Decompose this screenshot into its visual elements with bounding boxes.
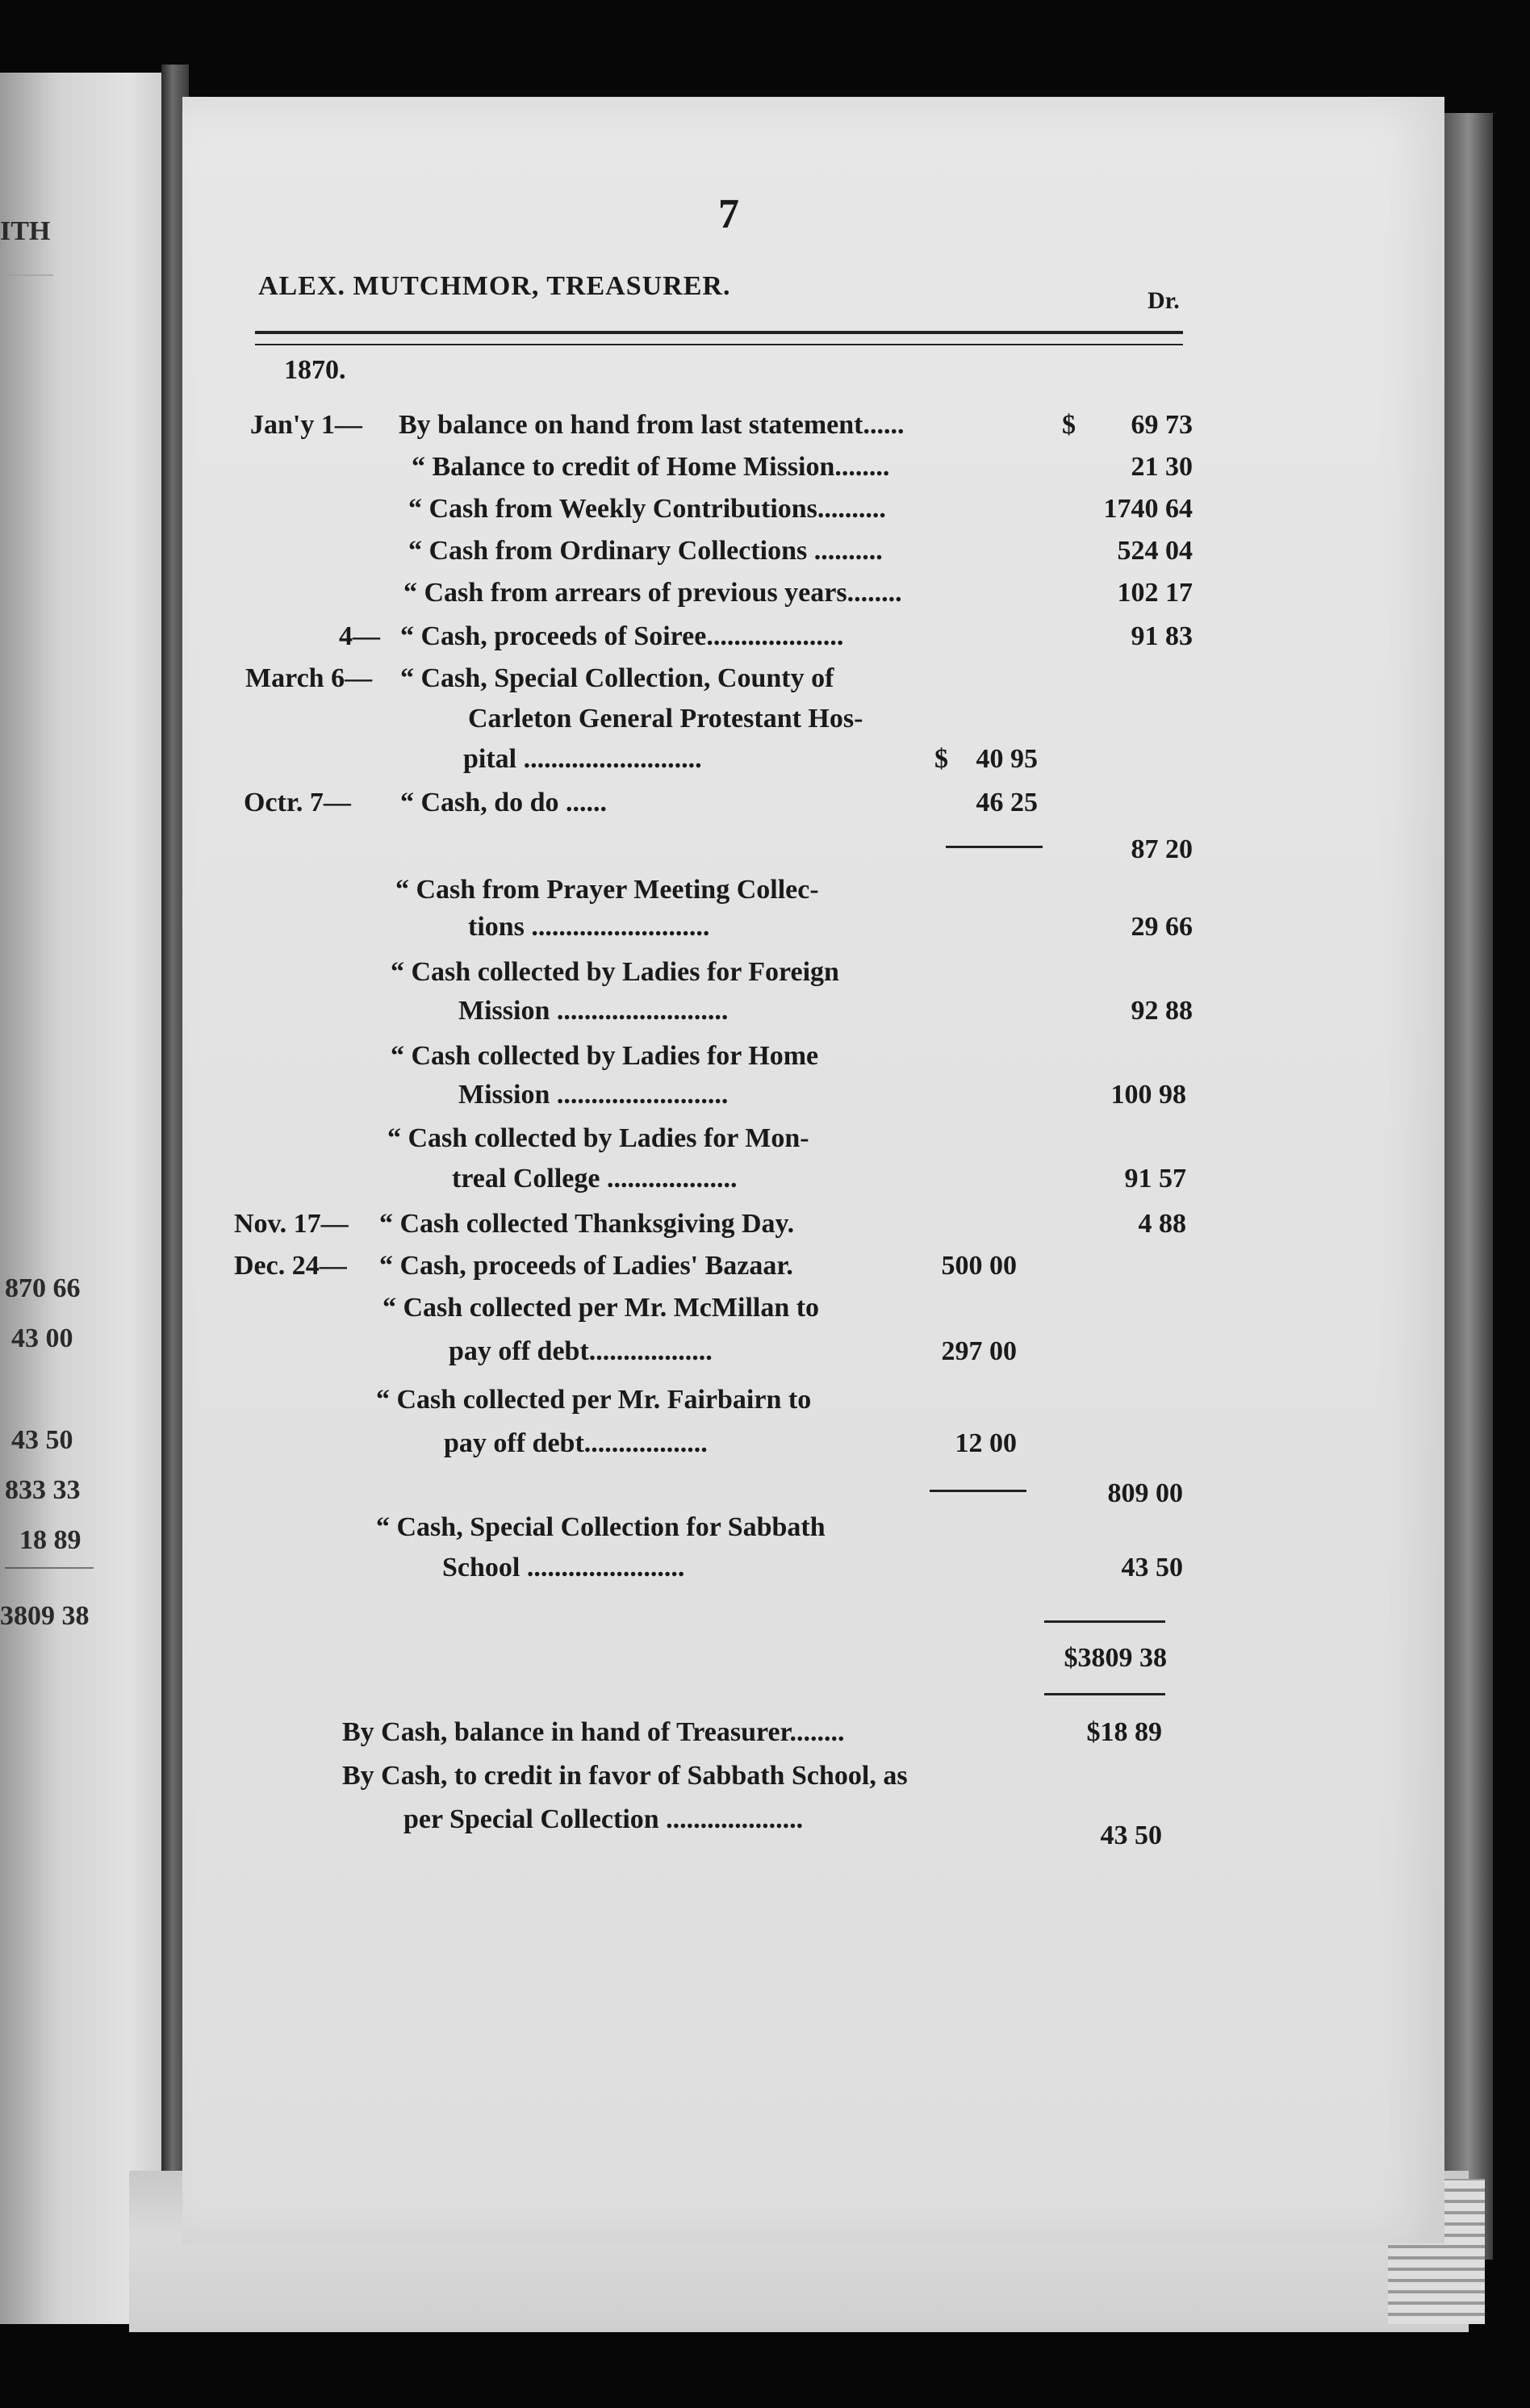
- entry-amount: 100 98: [1110, 1080, 1186, 1110]
- entry-description: tions ..........................: [468, 912, 710, 942]
- page-edge: [1444, 113, 1493, 2260]
- total-underline: [1044, 1693, 1165, 1695]
- entry-description: “ Cash collected per Mr. Fairbairn to: [376, 1385, 812, 1415]
- entry-description: “ Balance to credit of Home Mission........: [412, 452, 890, 482]
- entry-description: Carleton General Protestant Hos-: [468, 704, 863, 734]
- entry-description: “ Cash, proceeds of Ladies' Bazaar.: [379, 1251, 793, 1281]
- closing-line: By Cash, balance in hand of Treasurer........: [342, 1717, 845, 1747]
- entry-subamount: 297 00: [941, 1336, 1017, 1366]
- entry-description: “ Cash from Ordinary Collections ..........: [408, 536, 883, 566]
- entry-description: “ Cash from Prayer Meeting Collec-: [395, 875, 819, 905]
- entry-currency: $: [934, 744, 948, 774]
- entry-amount: 69 73: [1131, 410, 1193, 440]
- entry-amount: 21 30: [1131, 452, 1193, 482]
- header-rule: [255, 331, 1183, 334]
- page-number: 7: [718, 191, 739, 237]
- ledger-total: $3809 38: [1064, 1643, 1167, 1673]
- entry-description: pay off debt..................: [449, 1336, 713, 1366]
- entry-subamount: 500 00: [941, 1251, 1017, 1281]
- closing-line: per Special Collection ....................: [403, 1804, 804, 1834]
- left-page-amount: 3809 38: [0, 1601, 90, 1631]
- entry-amount: 29 66: [1131, 912, 1193, 942]
- entry-description: School .......................: [442, 1553, 685, 1582]
- entry-subamount: 12 00: [955, 1428, 1017, 1458]
- entry-description: treal College ...................: [452, 1164, 738, 1194]
- entry-amount: 87 20: [1131, 834, 1193, 864]
- entry-description: “ Cash from arrears of previous years........: [403, 578, 902, 608]
- entry-amount: 43 50: [1121, 1553, 1183, 1582]
- entry-amount: 92 88: [1131, 996, 1193, 1026]
- entry-description: “ Cash collected by Ladies for Foreign: [391, 957, 839, 987]
- entry-description: “ Cash collected by Ladies for Home: [391, 1041, 819, 1071]
- entry-subamount: 40 95: [976, 744, 1038, 774]
- entry-date: 4—: [339, 621, 380, 651]
- entry-description: “ Cash, proceeds of Soiree....................: [400, 621, 844, 651]
- entry-date: Octr. 7—: [244, 788, 351, 817]
- entry-description: “ Cash, Special Collection for Sabbath: [376, 1512, 826, 1542]
- left-page-amount: 833 33: [5, 1475, 81, 1505]
- entry-date: Jan'y 1—: [250, 410, 362, 440]
- subtotal-rule: [930, 1490, 1026, 1492]
- subtotal-rule: [946, 846, 1043, 848]
- entry-description: “ Cash collected by Ladies for Mon-: [387, 1123, 809, 1153]
- left-page-header-fragment: ITH: [0, 216, 51, 246]
- closing-amount: 43 50: [1100, 1821, 1162, 1850]
- left-page-amount: 43 00: [11, 1323, 73, 1353]
- left-page-amount: 43 50: [11, 1425, 73, 1455]
- total-rule: [1044, 1620, 1165, 1623]
- entry-description: pay off debt..................: [444, 1428, 708, 1458]
- closing-line: By Cash, to credit in favor of Sabbath School, as: [342, 1761, 908, 1791]
- entry-date: Dec. 24—: [234, 1251, 347, 1281]
- entry-amount: 91 83: [1131, 621, 1193, 651]
- left-page-amount: 870 66: [5, 1273, 81, 1303]
- entry-amount: 91 57: [1124, 1164, 1186, 1194]
- entry-amount: 809 00: [1107, 1478, 1183, 1508]
- entry-description: “ Cash, do do ......: [400, 788, 608, 817]
- entry-date: Nov. 17—: [234, 1209, 349, 1239]
- entry-description: Mission .........................: [458, 1080, 729, 1110]
- debit-column-label: Dr.: [1148, 287, 1180, 314]
- entry-description: “ Cash from Weekly Contributions..........: [408, 494, 886, 524]
- entry-description: Mission .........................: [458, 996, 729, 1026]
- entry-amount: 102 17: [1117, 578, 1193, 608]
- entry-description: “ Cash, Special Collection, County of: [400, 663, 834, 693]
- header-rule: [255, 344, 1183, 345]
- entry-amount: 524 04: [1117, 536, 1193, 566]
- left-page-fragment: [0, 73, 161, 2324]
- entry-description: pital ..........................: [463, 744, 702, 774]
- page-heading: ALEX. MUTCHMOR, TREASURER.: [258, 271, 731, 301]
- entry-date: March 6—: [245, 663, 373, 693]
- entry-description: “ Cash collected per Mr. McMillan to: [382, 1293, 820, 1323]
- ledger-year: 1870.: [284, 355, 346, 385]
- entry-amount: 4 88: [1138, 1209, 1186, 1239]
- entry-description: “ Cash collected Thanksgiving Day.: [379, 1209, 795, 1239]
- entry-amount: 1740 64: [1103, 494, 1193, 524]
- entry-description: By balance on hand from last statement......: [399, 410, 905, 440]
- closing-amount: $18 89: [1086, 1717, 1162, 1747]
- entry-subamount: 46 25: [976, 788, 1038, 817]
- left-page-amount: 18 89: [19, 1525, 82, 1555]
- entry-currency: $: [1062, 410, 1076, 440]
